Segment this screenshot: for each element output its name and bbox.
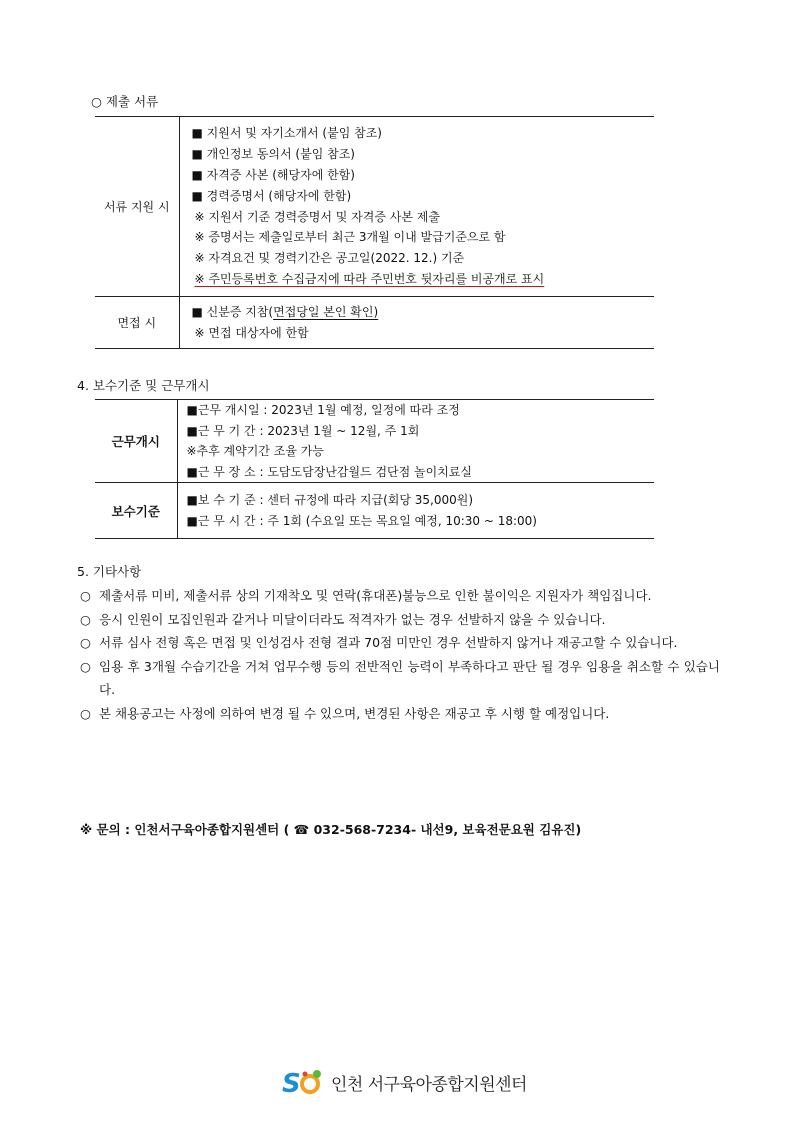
interview-row-label: 면접 시 xyxy=(95,297,179,349)
note-item xyxy=(80,655,720,702)
doc-row-content xyxy=(179,117,654,297)
id-check-underlined: 면접당일 본인 확인) xyxy=(273,304,379,319)
circle-bullet: ○ xyxy=(80,705,91,721)
interview-row xyxy=(95,297,654,349)
pay-standard-line: ■보 수 기 준 : 센터 규정에 따라 지급(회당 35,000원) xyxy=(186,493,474,507)
work-start-line: ■근무 개시일 : 2023년 1월 예정, 일정에 따라 조정 xyxy=(186,403,460,417)
footer-org-name: 인천 서구육아종합지원센터 xyxy=(331,1074,527,1095)
pay-label: 보수기준 xyxy=(95,483,177,539)
note-text: 서류 심사 전형 혹은 면접 및 인성검사 전형 결과 70점 미만인 경우 선발하지 않거나 재공고할 수 있습니다. xyxy=(99,635,678,650)
note-item xyxy=(80,702,720,726)
circle-bullet: ○ xyxy=(80,588,91,603)
privacy-note: ※ 주민등록번호 수집금지에 따라 주민번호 뒷자리를 비공개로 표시 xyxy=(194,271,545,286)
circle-bullet: ○ xyxy=(80,635,91,650)
org-logo-icon xyxy=(281,1065,327,1099)
doc-note: ※ 자격요건 및 경력기간은 공고일(2022. 12.) 기준 xyxy=(194,251,465,266)
work-start-row xyxy=(95,400,654,483)
circle-bullet: ○ xyxy=(80,611,91,627)
doc-note: ※ 지원서 기준 경력증명서 및 자격증 사본 제출 xyxy=(194,209,440,224)
work-hours-line: ■근 무 시 간 : 주 1회 (수요일 또는 목요일 예정, 10:30 ~ 18:00) xyxy=(186,513,537,528)
interview-row-content xyxy=(179,297,654,349)
circle-bullet: ○ xyxy=(80,658,91,674)
interview-note: ※ 면접 대상자에 한함 xyxy=(194,325,309,340)
note-text: 응시 인원이 모집인원과 같거나 미달이더라도 적격자가 없는 경우 선발하지 않을 수 있습니다. xyxy=(99,611,606,627)
work-place-line: ■근 무 장 소 : 도담도담장난감월드 검단점 놀이치료실 xyxy=(186,464,473,479)
contract-note: ※추후 계약기간 조율 가능 xyxy=(186,444,324,458)
doc-row xyxy=(95,117,654,297)
doc-line: ■ 지원서 및 자기소개서 (붙임 참조) xyxy=(191,126,382,141)
doc-line: ■ 자격증 사본 (해당자에 한함) xyxy=(191,167,355,182)
svg-text:S: S xyxy=(282,1069,301,1099)
pay-content xyxy=(177,483,654,539)
note-item xyxy=(80,584,720,608)
other-heading: 5. 기타사항 xyxy=(77,564,142,579)
doc-line: ■ 경력증명서 (해당자에 한함) xyxy=(191,188,352,203)
note-item xyxy=(80,631,720,655)
work-start-content xyxy=(177,400,654,483)
note-text: 본 채용공고는 사정에 의하여 변경 될 수 있으며, 변경된 사항은 재공고 후 시행 할 예정입니다. xyxy=(99,705,610,721)
note-text: 임용 후 3개월 수습기간을 거쳐 업무수행 등의 전반적인 능력이 부족하다고 판단 될 경우 임용을 취소할 수 있습니다. xyxy=(99,658,720,697)
work-start-label: 근무개시 xyxy=(95,400,177,483)
pay-table xyxy=(95,399,654,539)
pay-heading: 4. 보수기준 및 근무개시 xyxy=(77,378,210,393)
submission-heading: ○ 제출 서류 xyxy=(91,94,159,109)
note-text: 제출서류 미비, 제출서류 상의 기재착오 및 연락(휴대폰)불능으로 인한 불이익은 지원자가 책임집니다. xyxy=(99,588,652,603)
footer-logo xyxy=(281,1064,527,1100)
work-period-line: ■근 무 기 간 : 2023년 1월 ~ 12월, 주 1회 xyxy=(186,423,420,438)
doc-note: ※ 증명서는 제출일로부터 최근 3개월 이내 발급기준으로 함 xyxy=(194,230,506,245)
pay-row xyxy=(95,483,654,539)
other-notes xyxy=(80,584,720,725)
note-item xyxy=(80,608,720,632)
submission-table xyxy=(95,116,654,349)
doc-row-label: 서류 지원 시 xyxy=(95,117,179,297)
id-card-line: ■ 신분증 지참( xyxy=(191,304,274,319)
contact-info: ※ 문의 : 인천서구육아종합지원센터 ( ☎ 032-568-7234- 내선9, 보육전문요원 김유진) xyxy=(80,822,582,837)
doc-line: ■ 개인정보 동의서 (붙임 참조) xyxy=(191,147,355,162)
